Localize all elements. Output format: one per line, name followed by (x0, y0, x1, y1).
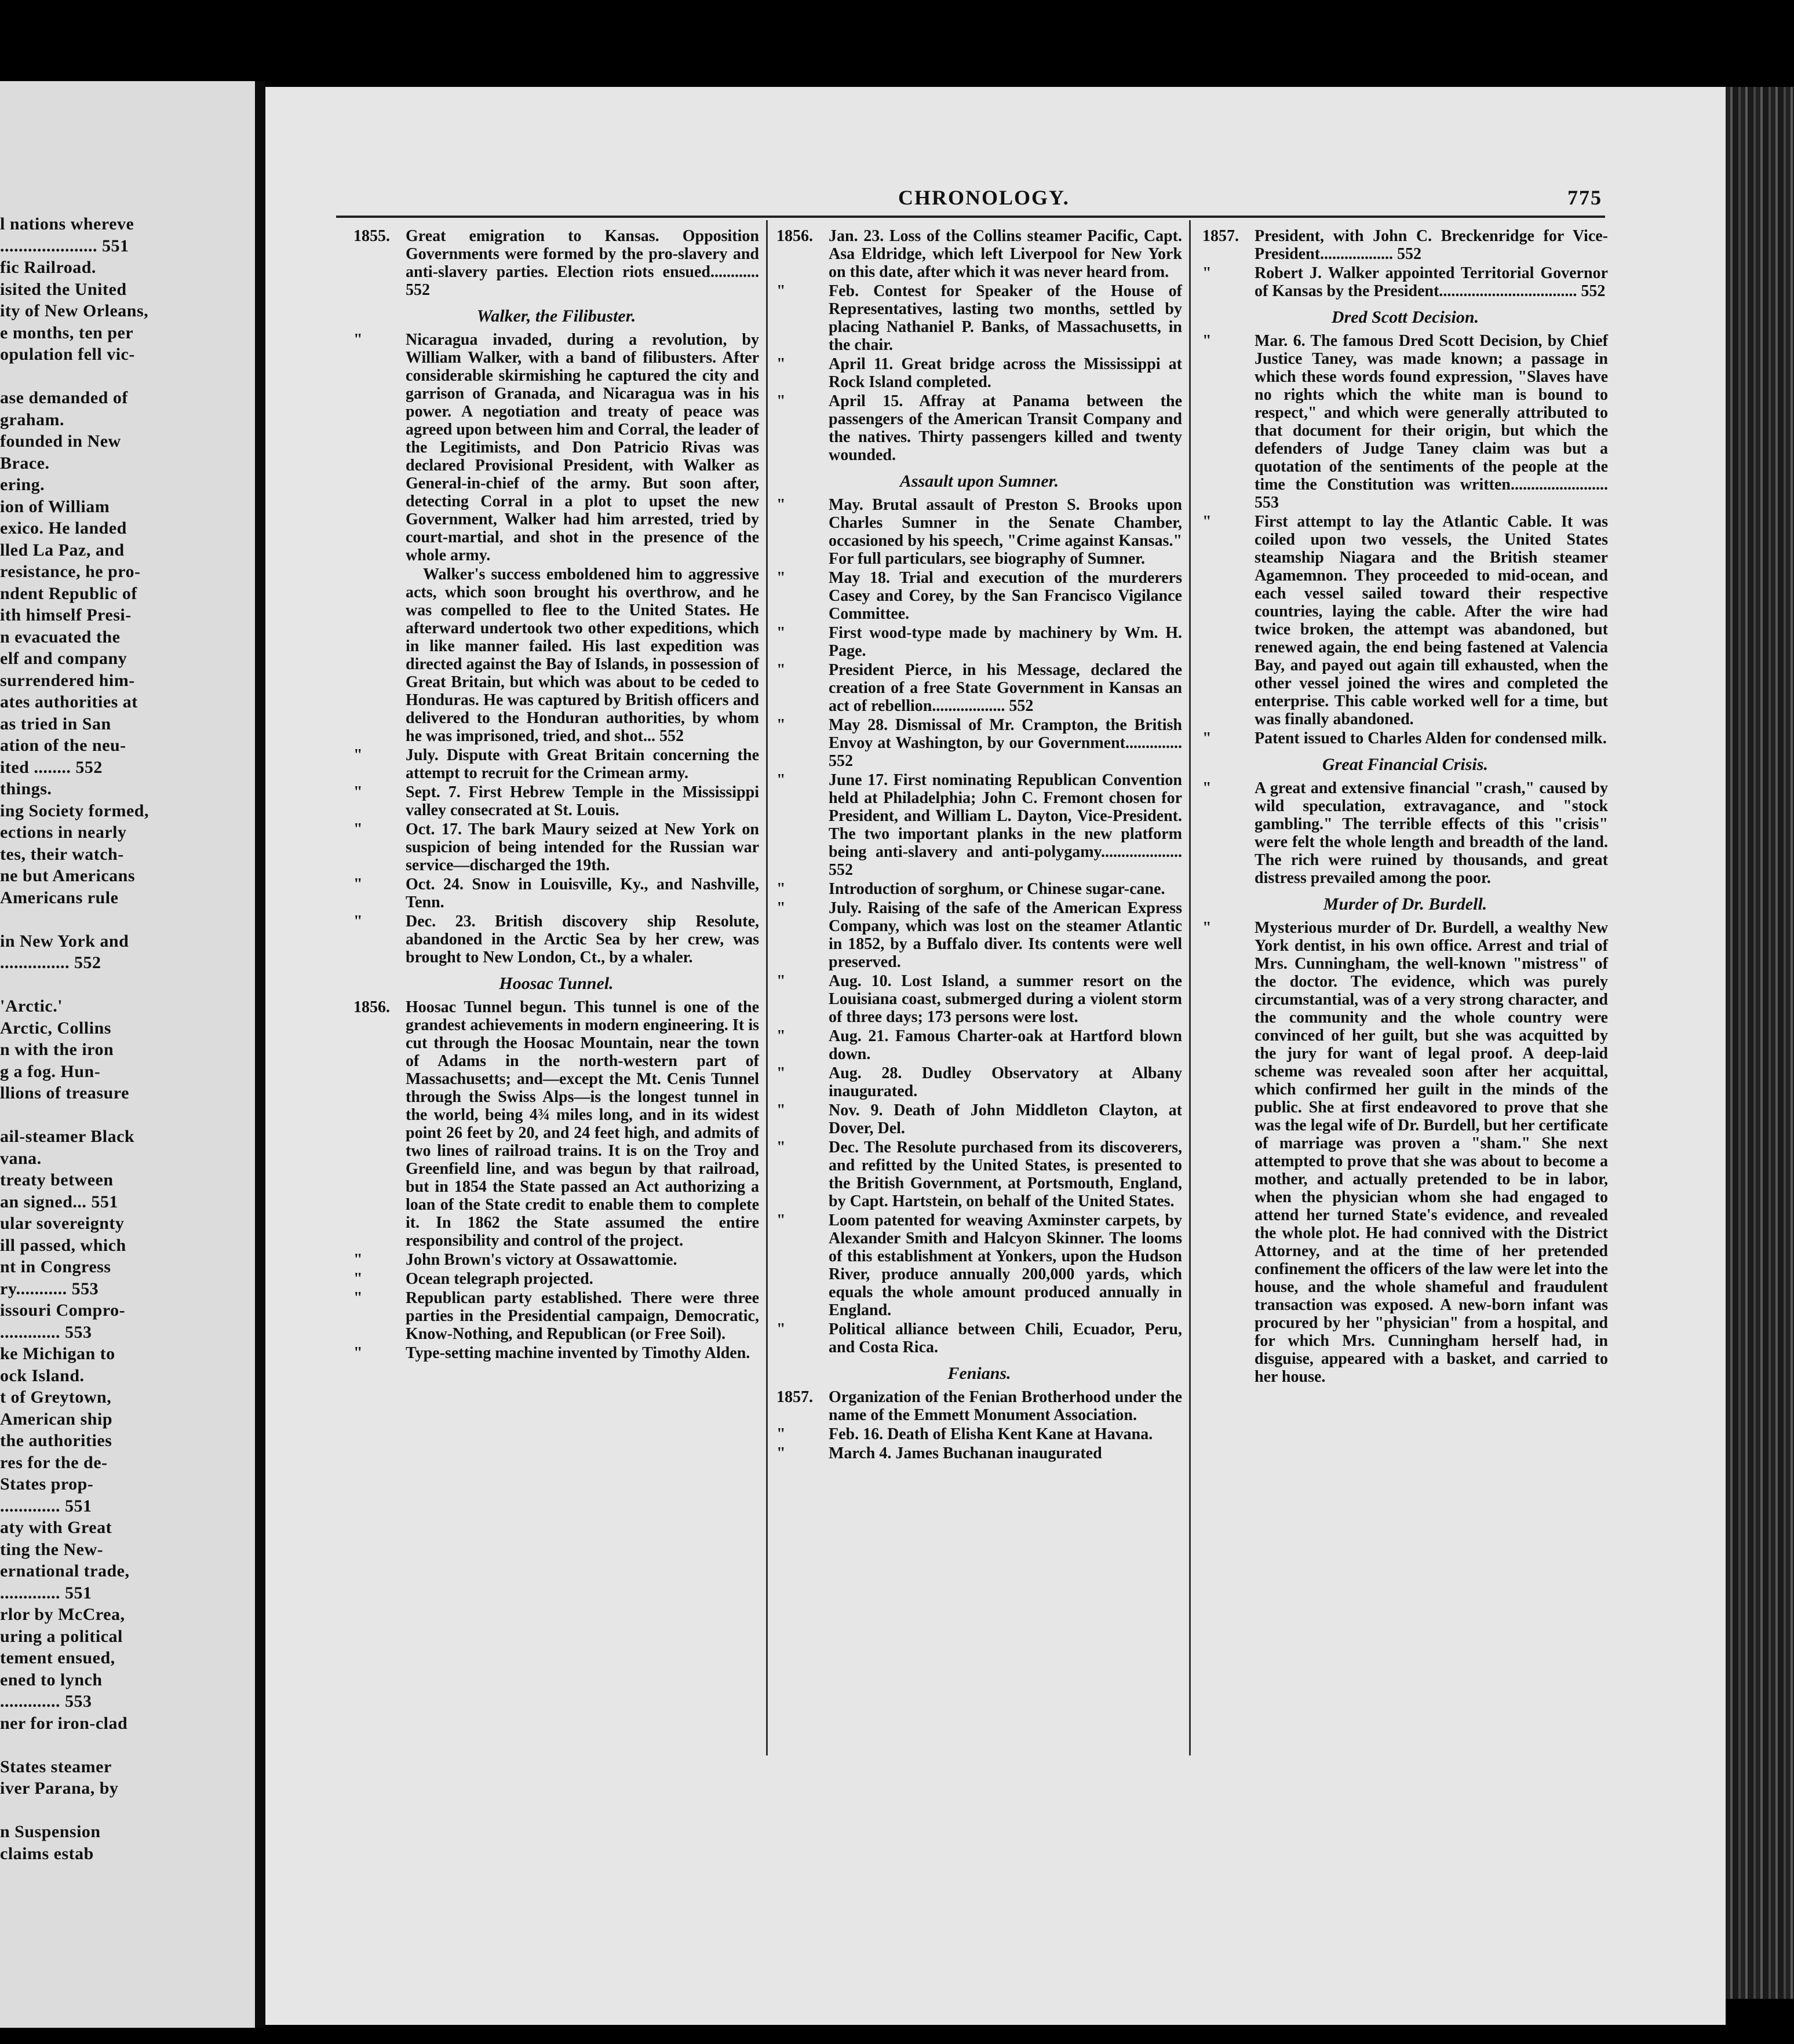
entry-year: " (776, 392, 786, 410)
fragment-line: exico. He landed (0, 519, 127, 538)
entry-year: " (776, 1444, 786, 1462)
chronology-entry (353, 1270, 759, 1288)
entry-text: Dec. 23. British discovery ship Resolute, abandoned in the Arctic Sea by her crew, was brought to New London, Ct., by a whaler. (406, 913, 759, 966)
fragment-line: ............. 553 (0, 1322, 92, 1342)
chronology-entry (776, 1101, 1182, 1137)
chronology-entry (1202, 227, 1608, 263)
chronology-entry (776, 496, 1182, 568)
fragment-line: Brace. (0, 453, 50, 473)
entry-text: Aug. 28. Dudley Observatory at Albany inaugurated. (829, 1064, 1182, 1100)
fragment-line: Arctic, Collins (0, 1018, 111, 1038)
entry-text: May 18. Trial and execution of the murderers Casey and Corey, by the San Francisco Vigilance Committee. (829, 569, 1182, 623)
fragment-line: n evacuated the (0, 627, 121, 647)
entry-year: 1855. (353, 227, 390, 245)
entry-text: A great and extensive financial "crash," caused by wild speculation, extravagance, and "stock gambling." The terrible effects of this "crisis" were felt the whole length and breadth of the land. The rich were ruined by thousands, and great distress prevailed among the poor. (1255, 779, 1608, 887)
fragment-line: iver Parana, by (0, 1779, 119, 1798)
column-1 (353, 227, 759, 1363)
column-rule (766, 220, 768, 1755)
entry-text: Sept. 7. First Hebrew Temple in the Mississippi valley consecrated at St. Louis. (406, 783, 759, 819)
facing-page-fragment (0, 81, 255, 2028)
entry-text: First attempt to lay the Atlantic Cable. It was coiled upon two vessels, the United States steamship Niagara and the British steamer Agamemnon. They proceeded to mid-ocean, and each vessel sailed toward their respective countries, laying the cable. After the wire had twice broken, the attempt was abandoned, but renewed again, the end being fastened at Valencia Bay, and payed out again till exhausted, when the other vessel joined the wires and completed the enterprise. This cable worked well for a time, but was finally abandoned. (1255, 513, 1608, 728)
fragment-line: t of Greytown, (0, 1388, 112, 1407)
chronology-entry (776, 624, 1182, 660)
fragment-line: ............. 551 (0, 1583, 92, 1603)
fragment-line: ering. (0, 475, 45, 494)
entry-year: 1857. (776, 1388, 813, 1406)
entry-text: Ocean telegraph projected. (406, 1270, 593, 1288)
fragment-line: g a fog. Hun- (0, 1061, 101, 1081)
entry-year: " (1202, 513, 1212, 531)
entry-year: " (776, 624, 786, 642)
fragment-line: opulation fell vic- (0, 345, 135, 364)
fragment-line: as tried in San (0, 714, 111, 733)
fragment-line: issouri Compro- (0, 1301, 126, 1320)
chronology-entry (353, 998, 759, 1250)
fragment-line: ular sovereignty (0, 1214, 125, 1233)
entry-text: Introduction of sorghum, or Chinese sugar-cane. (829, 880, 1165, 898)
fragment-line: aty with Great (0, 1518, 112, 1537)
entry-year: " (353, 783, 363, 801)
fragment-line: Americans rule (0, 888, 119, 907)
entry-text: Great emigration to Kansas. Opposition Governments were formed by the pro-slavery and anti-slavery parties. Election riots ensued............ 552 (406, 227, 759, 299)
fragment-line: ections in nearly (0, 823, 127, 842)
entry-text: President Pierce, in his Message, declared the creation of a free State Government in Kansas an act of rebellion.................. 552 (829, 661, 1182, 715)
chronology-entry (776, 282, 1182, 354)
fragment-line: ............. 553 (0, 1692, 92, 1711)
entry-year: " (1202, 264, 1212, 282)
entry-year: " (776, 282, 786, 300)
fragment-line: ke Michigan to (0, 1344, 115, 1363)
entry-continuation (353, 565, 759, 745)
fragment-line: ernational trade, (0, 1561, 130, 1581)
entry-text: Loom patented for weaving Axminster carpets, by Alexander Smith and Halcyon Skinner. The looms of this establishment at Yonkers, upon the Hudson River, produce annually 200,000 yards, which equals the whole amount produced annually in England. (829, 1211, 1182, 1319)
entry-year: " (1202, 332, 1212, 350)
entry-year: 1856. (353, 998, 390, 1016)
entry-text: Mysterious murder of Dr. Burdell, a wealthy New York dentist, in his own office. Arrest and trial of Mrs. Cunningham, the well-known "mistress" of the doctor. The evidence, which was purely circumstantial, was of a very strong character, and the community and the whole country were convinced of her guilt, but she was acquitted by the jury for want of legal proof. A deep-laid scheme was revealed soon after her acquittal, which confirmed her guilt in the minds of the public. She at first endeavored to prove that she was the legal wife of Dr. Burdell, but her certificate of marriage was proven a "sham." She next attempted to prove that she was about to become a mother, and actually pretended to be in labor, when the physician whom she had engaged to attend her turned State's evidence, and revealed the whole plot. He had connived with the District Attorney, and at the time of her pretended confinement the officers of the law were let into the house, and the whole shameful and fraudulent transaction was exposed. A new-born infant was procured by her "physician" from a hospital, and for which Mrs. Cunningham herself had, in disguise, appeared with a basket, and carried to her house. (1255, 919, 1608, 1386)
entry-text: Nov. 9. Death of John Middleton Clayton, at Dover, Del. (829, 1101, 1182, 1137)
chronology-entry (776, 1425, 1182, 1443)
entry-year: " (776, 716, 786, 734)
entry-text: July. Raising of the safe of the American Express Company, which was lost on the steamer Atlantic in 1852, by a Buffalo diver. Its contents were well preserved. (829, 899, 1182, 971)
chronology-entry (1202, 332, 1608, 512)
entry-year: " (776, 496, 786, 514)
chronology-entry (353, 1344, 759, 1362)
fragment-line: tes, their watch- (0, 844, 124, 864)
entry-text: Patent issued to Charles Alden for condensed milk. (1255, 729, 1607, 747)
fragment-line: ............. 551 (0, 1496, 92, 1516)
entry-year: " (353, 1251, 363, 1269)
fragment-line: ock Island. (0, 1366, 85, 1385)
chronology-entry (353, 1289, 759, 1343)
chronology-entry (776, 1444, 1182, 1462)
fragment-line: fic Railroad. (0, 258, 96, 277)
chronology-entry (776, 880, 1182, 898)
chronology-entry (353, 227, 759, 299)
entry-year: 1857. (1202, 227, 1239, 245)
fragment-line: States steamer (0, 1757, 112, 1776)
entry-year: " (776, 1425, 786, 1443)
section-heading: Walker, the Filibuster. (476, 306, 636, 326)
entry-year: " (1202, 919, 1212, 937)
fragment-line: ne but Americans (0, 866, 135, 885)
chronology-entry (353, 913, 759, 966)
entry-text: Mar. 6. The famous Dred Scott Decision, by Chief Justice Taney, was made known; a passage in which these words found expression, "Slaves have no rights which the white man is bound to respect," and which were generally attributed to that document for their origin, but which the defenders of Judge Taney claim was but a quotation of the sentiments of the people at the time the Constitution was written........................ 553 (1255, 332, 1608, 512)
entry-text: Aug. 10. Lost Island, a summer resort on the Louisiana coast, submerged during a violent storm of three days; 173 persons were lost. (829, 972, 1182, 1026)
chronology-entry (353, 820, 759, 874)
fragment-line: ited ........ 552 (0, 757, 103, 777)
entry-text: John Brown's victory at Ossawattomie. (406, 1251, 677, 1269)
entry-text: President, with John C. Breckenridge for Vice-President.................. 552 (1255, 227, 1608, 263)
chronology-entry (776, 1138, 1182, 1210)
entry-text: Hoosac Tunnel begun. This tunnel is one of the grandest achievements in modern engineering. It is cut through the Hoosac Mountain, near the town of Adams in the north-western part of Massachusetts; and—except the Mt. Cenis Tunnel through the Swiss Alps—is the longest tunnel in the world, being 4¾ miles long, and in its widest point 26 feet by 20, and 24 feet high, and admits of two lines of railroad trains. It is on the Troy and Greenfield line, and was begun by that railroad, but in 1854 the State passed an Act authorizing a loan of the State credit to enable them to complete it. In 1862 the State assumed the entire responsibility and control of the project. (406, 998, 759, 1250)
fragment-line: res for the de- (0, 1452, 108, 1472)
fragment-line: ..................... 551 (0, 236, 129, 256)
entry-text: June 17. First nominating Republican Convention held at Philadelphia; John C. Fremont chosen for President, and William L. Dayton, Vice-President. The two important planks in the new platform being anti-slavery and anti-polygamy.................... 552 (829, 771, 1182, 879)
chronology-entry (776, 1320, 1182, 1356)
page-gutter (255, 81, 265, 2028)
entry-text: May. Brutal assault of Preston S. Brooks upon Charles Sumner in the Senate Chamber, occasioned by his speech, "Crime against Kansas." For full particulars, see biography of Sumner. (829, 496, 1182, 568)
fragment-line: ail-steamer Black (0, 1127, 135, 1146)
fragment-line: in New York and (0, 931, 129, 951)
section-heading: Hoosac Tunnel. (499, 974, 614, 993)
fragment-line: isited the United (0, 279, 127, 299)
entry-year: " (776, 1211, 786, 1229)
entry-year: " (776, 1320, 786, 1338)
chronology-entry (776, 716, 1182, 770)
entry-year: " (776, 1138, 786, 1156)
column-rule (1189, 220, 1191, 1755)
fragment-line: things. (0, 779, 52, 798)
entry-text: July. Dispute with Great Britain concerning the attempt to recruit for the Crimean army. (406, 746, 759, 782)
entry-year: " (776, 355, 786, 373)
fragment-line: vana. (0, 1148, 42, 1168)
fragment-line: treaty between (0, 1170, 114, 1189)
entry-text: Republican party established. There were three parties in the Presidential campaign, Democratic, Know-Nothing, and Republican (or Free Soil). (406, 1289, 759, 1343)
chronology-entry (1202, 919, 1608, 1386)
fragment-line: ndent Republic of (0, 583, 137, 603)
fragment-line: elf and company (0, 649, 127, 668)
entry-year: " (353, 875, 363, 893)
entry-year: " (353, 820, 363, 838)
chronology-entry (1202, 729, 1608, 747)
chronology-entry (776, 972, 1182, 1026)
entry-text: Robert J. Walker appointed Territorial Governor of Kansas by the President.................................. 552 (1255, 264, 1608, 300)
entry-year: " (353, 913, 363, 930)
entry-text: Nicaragua invaded, during a revolution, by William Walker, with a band of filibusters. After considerable skirmishing he captured the city and garrison of Granada, and Nicaragua was in his power. A negotiation and treaty of peace was agreed upon between him and Corral, the leader of the Legitimists, and Don Patricio Rivas was declared Provisional President, with Walker as General-in-chief of the army. But soon after, detecting Corral in a plot to upset the new Government, Walker had him arrested, tried by court-martial, and shot in the presence of the whole army. (406, 331, 759, 564)
fragment-line: 'Arctic.' (0, 997, 63, 1016)
entry-year: " (776, 899, 786, 917)
chronology-entry (776, 1064, 1182, 1100)
fragment-line: n with the iron (0, 1040, 114, 1059)
fragment-line: l nations whereve (0, 214, 134, 233)
chronology-entry (1202, 513, 1608, 728)
chronology-entry (776, 1211, 1182, 1319)
chronology-entry (353, 875, 759, 911)
entry-year: " (1202, 729, 1212, 747)
entry-text: Feb. 16. Death of Elisha Kent Kane at Havana. (829, 1425, 1153, 1443)
entry-text: March 4. James Buchanan inaugurated (829, 1444, 1102, 1462)
entry-year: " (776, 771, 786, 789)
fragment-line: lled La Paz, and (0, 540, 125, 560)
header-rule (336, 216, 1605, 218)
entry-text: Organization of the Fenian Brotherhood under the name of the Emmett Monument Association. (829, 1388, 1182, 1424)
chronology-entry (776, 569, 1182, 623)
column-3 (1202, 227, 1608, 1387)
chronology-entry (353, 746, 759, 782)
entry-text: April 15. Affray at Panama between the passengers of the American Transit Company and the natives. Thirty passengers killed and twenty wounded. (829, 392, 1182, 464)
entry-year: 1856. (776, 227, 813, 245)
chronology-entry (353, 783, 759, 819)
chronology-entry (776, 899, 1182, 971)
entry-year: " (776, 1027, 786, 1045)
fragment-line: ry........... 553 (0, 1279, 99, 1298)
fragment-line: an signed... 551 (0, 1192, 118, 1211)
entry-text: April 11. Great bridge across the Mississippi at Rock Island completed. (829, 355, 1182, 391)
column-2 (776, 227, 1182, 1463)
fragment-line: rlor by McCrea, (0, 1605, 125, 1624)
chronology-entry (776, 355, 1182, 391)
fragment-line: ion of William (0, 497, 110, 516)
entry-text: Dec. The Resolute purchased from its discoverers, and refitted by the United States, is presented to the British Government, at Portsmouth, England, by Capt. Hartstein, on behalf of the United States. (829, 1138, 1182, 1210)
entry-text: Type-setting machine invented by Timothy Alden. (406, 1344, 750, 1362)
fragment-line: nt in Congress (0, 1257, 111, 1276)
chronology-entry (776, 771, 1182, 879)
section-heading: Great Financial Crisis. (1322, 755, 1488, 774)
entry-year: " (1202, 779, 1212, 797)
entry-year: " (353, 746, 363, 764)
entry-year: " (353, 331, 363, 349)
section-heading: Dred Scott Decision. (1331, 308, 1479, 327)
chronology-entry (776, 661, 1182, 715)
fragment-line: ner for iron-clad (0, 1713, 128, 1733)
fragment-line: ates authorities at (0, 692, 138, 711)
entry-year: " (353, 1344, 363, 1362)
fragment-line: resistance, he pro- (0, 562, 141, 581)
entry-year: " (353, 1270, 363, 1288)
entry-text: Feb. Contest for Speaker of the House of Representatives, lasting two months, settled by placing Nathaniel P. Banks, of Massachusetts, in the chair. (829, 282, 1182, 354)
chronology-entry (776, 392, 1182, 464)
chronology-entry (776, 1388, 1182, 1424)
chronology-entry (1202, 264, 1608, 300)
fragment-line: ith himself Presi- (0, 605, 132, 625)
fragment-line: American ship (0, 1409, 112, 1429)
fragment-line: n Suspension (0, 1822, 101, 1841)
fragment-line: ity of New Orleans, (0, 301, 149, 320)
entry-year: " (353, 1289, 363, 1307)
entry-year: " (776, 1101, 786, 1119)
chronology-entry (353, 1251, 759, 1269)
fragment-line: founded in New (0, 432, 121, 451)
entry-year: " (776, 1064, 786, 1082)
chronology-entry (776, 227, 1182, 281)
fragment-line: graham. (0, 410, 64, 429)
entry-text: Oct. 17. The bark Maury seized at New York on suspicion of being intended for the Russian war service—discharged the 19th. (406, 820, 759, 874)
fragment-line: e months, ten per (0, 323, 134, 342)
entry-text: Oct. 24. Snow in Louisville, Ky., and Nashville, Tenn. (406, 875, 759, 911)
fragment-line: ase demanded of (0, 388, 128, 407)
page-edge (1726, 87, 1794, 1999)
entry-text: May 28. Dismissal of Mr. Crampton, the British Envoy at Washington, by our Government.............. 552 (829, 716, 1182, 770)
chronology-entry (353, 331, 759, 564)
entry-year: " (776, 661, 786, 679)
fragment-line: uring a political (0, 1626, 123, 1646)
entry-text: Walker's success emboldened him to aggressive acts, which soon brought his overthrow, and he was compelled to flee to the United States. He afterward undertook two other expeditions, which in like manner failed. His last expedition was directed against the Bay of Islands, in possession of Great Britain, but which was about to be ceded to Honduras. He was captured by British officers and delivered to the Honduran authorities, by whom he was imprisoned, tried, and shot... 552 (406, 565, 759, 745)
chronology-entry (776, 1027, 1182, 1063)
fragment-line: ting the New- (0, 1539, 104, 1559)
entry-text: Aug. 21. Famous Charter-oak at Hartford blown down. (829, 1027, 1182, 1063)
entry-text: Political alliance between Chili, Ecuador, Peru, and Costa Rica. (829, 1320, 1182, 1356)
fragment-line: States prop- (0, 1474, 94, 1494)
chronology-entry (1202, 779, 1608, 887)
fragment-line: the authorities (0, 1431, 112, 1450)
page-number: 775 (1567, 186, 1602, 209)
entry-year: " (776, 569, 786, 587)
entry-text: First wood-type made by machinery by Wm. H. Page. (829, 624, 1182, 660)
fragment-line: llions of treasure (0, 1083, 129, 1103)
section-heading: Assault upon Sumner. (899, 472, 1059, 491)
fragment-line: ill passed, which (0, 1235, 126, 1255)
running-header: CHRONOLOGY. (898, 186, 1070, 209)
section-heading: Fenians. (947, 1364, 1011, 1383)
entry-text: Jan. 23. Loss of the Collins steamer Pacific, Capt. Asa Eldridge, which left Liverpool for New York on this date, after which it was never heard from. (829, 227, 1182, 281)
fragment-line: ing Society formed, (0, 801, 149, 820)
fragment-line: ened to lynch (0, 1670, 103, 1689)
fragment-line: surrendered him- (0, 670, 135, 690)
fragment-line: claims estab (0, 1844, 94, 1863)
fragment-line: ation of the neu- (0, 736, 126, 755)
fragment-line: tement ensued, (0, 1648, 115, 1667)
entry-year: " (776, 880, 786, 898)
entry-year: " (776, 972, 786, 990)
fragment-line: ............... 552 (0, 953, 101, 972)
section-heading: Murder of Dr. Burdell. (1323, 895, 1487, 914)
